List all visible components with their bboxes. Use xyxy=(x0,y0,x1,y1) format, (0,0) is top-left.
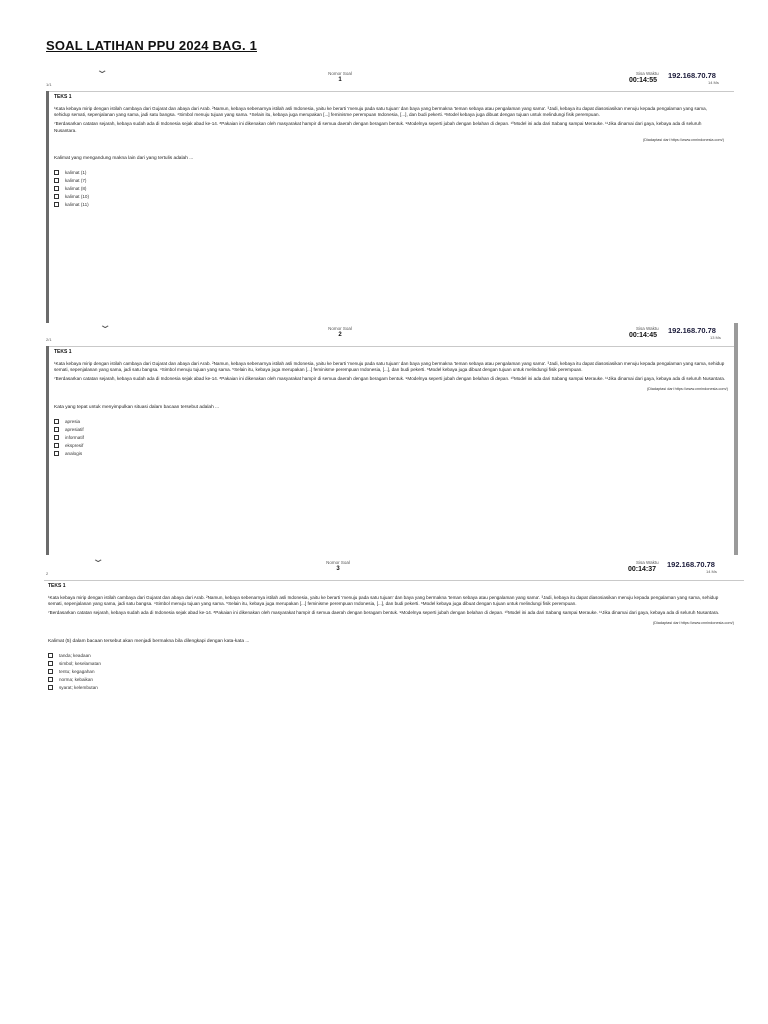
passage-paragraph-1: ¹Kata kebaya mirip dengan istilah cambaya dari Gujarat dan abaya dari Arab. ²Namun, kebaya sebenarnya istilah asli Indonesia, yaitu ke berarti 'menuju pada satu tujuan' dan baya yang bermakna 'teman sebaya atau pengalaman yang sama'. ³Jadi, kebaya itu dapat diasosiasikan menuju kepada pengalaman yang sama, sehidup semati, sepenjalanan yang sama, jadi satu bangsa. ⁴Simbol menuju tujuan yang sama. ⁵Selain itu, kebaya juga merupakan [...] feminisme perempuan Indonesia, [...], dan budi pekerti. ⁶Model kebaya juga dibuat dengan tujuan untuk melindungi fisik perempuan. xyxy=(48,595,719,607)
header-divider xyxy=(44,580,744,581)
checkbox[interactable] xyxy=(54,178,59,183)
question-number-label: Nomor Soal xyxy=(328,326,352,331)
exam-topbar xyxy=(46,323,738,345)
answer-option-label: informatif xyxy=(65,435,84,441)
checkbox[interactable] xyxy=(54,170,59,175)
checkbox[interactable] xyxy=(54,186,59,191)
checkbox[interactable] xyxy=(54,435,59,440)
checkbox[interactable] xyxy=(54,443,59,448)
checkbox[interactable] xyxy=(48,653,53,658)
question-number-label: Nomor Soal xyxy=(326,560,350,565)
page-fraction: 1/1 xyxy=(46,82,52,87)
page-title: SOAL LATIHAN PPU 2024 BAG. 1 xyxy=(46,38,257,53)
answer-option-label: tentu; kegagahan xyxy=(59,669,95,675)
answer-option[interactable] xyxy=(54,442,728,450)
answer-option[interactable] xyxy=(54,450,728,458)
answer-option-label: ekspresif xyxy=(65,443,84,449)
time-remaining-label: Sisa Waktu xyxy=(636,560,659,565)
answer-option[interactable] xyxy=(48,676,734,684)
answer-option[interactable] xyxy=(54,193,724,201)
checkbox[interactable] xyxy=(48,677,53,682)
answer-option[interactable] xyxy=(54,177,724,185)
right-edge-bar xyxy=(734,323,738,555)
passage-paragraph-2: ⁷Berdasarkan catatan sejarah, kebaya sudah ada di Indonesia sejak abad ke-14. ⁸Pakaian ini dikenakan oleh masyarakat hampir di semua daerah dengan beragam bentuk. ⁹Modelnya seperti jubah dengan belahan di depan. ¹⁰Model ini ada dari Sabang sampai Merauke. ¹¹Jika dinamai dari gaya, kebaya ada di seluruh Nusantara. xyxy=(54,376,726,382)
left-edge-bar xyxy=(46,346,49,555)
checkbox[interactable] xyxy=(54,427,59,432)
passage-source: (Diadaptasi dari https://www.cnnindonesia.com/) xyxy=(646,386,728,391)
answer-option-label: simbol; keselamatan xyxy=(59,661,101,667)
time-remaining: 00:14:45 xyxy=(629,332,658,339)
question-number-label: Nomor Soal xyxy=(328,71,352,76)
question-number: 2 xyxy=(338,332,342,338)
chevron-down-icon[interactable]: ⌄ xyxy=(91,557,105,565)
page-fraction: 2/1 xyxy=(46,337,52,342)
question-content xyxy=(48,583,734,692)
answer-option[interactable] xyxy=(54,418,728,426)
answer-option-label: norma; kebaikan xyxy=(59,677,93,683)
ip-address: 192.168.70.78 xyxy=(668,71,716,80)
passage-paragraph-2: ⁷Berdasarkan catatan sejarah, kebaya sudah ada di Indonesia sejak abad ke-14. ⁸Pakaian ini dikenakan oleh masyarakat hampir di semua daerah dengan beragam bentuk. ⁹Modelnya seperti jubah dengan belahan di depan. ¹⁰Model ini ada dari Sabang sampai Merauke. ¹¹Jika dinamai dari gaya, kebaya ada di seluruh Nusantara. xyxy=(48,610,720,616)
answer-option[interactable] xyxy=(48,652,734,660)
answer-option-label: kalimat (8) xyxy=(65,186,87,192)
exam-topbar xyxy=(46,68,734,90)
checkbox[interactable] xyxy=(54,419,59,424)
answer-option-label: kalimat (10) xyxy=(65,194,89,200)
answer-option-label: syarat; kelembutan xyxy=(59,685,98,691)
answer-option[interactable] xyxy=(48,668,734,676)
answer-option[interactable] xyxy=(54,169,724,177)
answer-option[interactable] xyxy=(54,201,724,209)
question-text: Kalimat (5) dalam bacaan tersebut akan menjadi bermakna bila dilengkapi dengan kata-kata ... xyxy=(48,638,250,644)
passage-paragraph-2: ⁷Berdasarkan catatan sejarah, kebaya sudah ada di Indonesia sejak abad ke-14. ⁸Pakaian ini dikenakan oleh masyarakat hampir di semua daerah dengan beragam bentuk. ⁹Modelnya seperti jubah dengan belahan di depan. ¹⁰Model ini ada dari Sabang sampai Merauke. ¹¹Jika dinamai dari gaya, kebaya ada di seluruh Nusantara. xyxy=(54,121,702,133)
answer-option-label: apresia xyxy=(65,419,81,425)
question-number: 3 xyxy=(336,566,340,572)
screenshot-1 xyxy=(46,68,734,323)
time-remaining-label: Sisa Waktu xyxy=(636,326,659,331)
answer-option-label: kalimat (7) xyxy=(65,178,87,184)
question-text: Kata yang tepat untuk menyimpulkan situasi dalam bacaan tersebut adalah ... xyxy=(54,404,220,410)
checkbox[interactable] xyxy=(48,661,53,666)
passage-title: TEKS 1 xyxy=(54,94,72,100)
checkbox[interactable] xyxy=(54,194,59,199)
answer-option[interactable] xyxy=(48,660,734,668)
screenshot-2 xyxy=(46,323,738,555)
passage-title: TEKS 1 xyxy=(54,349,72,355)
question-number: 1 xyxy=(338,77,342,83)
header-divider xyxy=(46,91,734,92)
answer-option-label: apresiatif xyxy=(65,427,84,433)
passage-source: (Diadaptasi dari https://www.cnnindonesia.com/) xyxy=(652,620,734,625)
answer-option-label: kalimat (11) xyxy=(65,202,89,208)
passage-title: TEKS 1 xyxy=(48,583,66,589)
passage-paragraph-1: ¹Kata kebaya mirip dengan istilah cambaya dari Gujarat dan abaya dari Arab. ²Namun, kebaya sebenarnya istilah asli Indonesia, yaitu ke berarti 'menuju pada satu tujuan' dan baya yang bermakna 'teman sebaya atau pengalaman yang sama'. ³Jadi, kebaya itu dapat diasosiasikan menuju kepada pengalaman yang sama, sehidup semati, sepenjalanan yang sama, jadi satu bangsa. ⁴Simbol menuju tujuan yang sama. ⁵Selain itu, kebaya juga merupakan [...] feminisme perempuan Indonesia, [...], dan budi pekerti. ⁶Model kebaya juga dibuat dengan tujuan untuk melindungi fisik perempuan. xyxy=(54,361,725,373)
left-edge-bar xyxy=(46,91,49,323)
answer-option[interactable] xyxy=(54,434,728,442)
answer-option-label: kalimat (1) xyxy=(65,170,87,176)
checkbox[interactable] xyxy=(54,202,59,207)
question-content xyxy=(54,349,728,458)
screenshot-3 xyxy=(44,557,744,897)
header-divider xyxy=(46,346,738,347)
ip-address: 192.168.70.78 xyxy=(668,326,716,335)
answer-option[interactable] xyxy=(48,684,734,692)
passage-source: (Diadaptasi dari https://www.cnnindonesia.com/) xyxy=(642,137,724,142)
question-content xyxy=(54,94,724,209)
checkbox[interactable] xyxy=(48,685,53,690)
question-text: Kalimat yang mengandung makna lain dari yang tertulis adalah ... xyxy=(54,155,194,161)
exam-topbar xyxy=(44,557,744,579)
time-remaining: 00:14:55 xyxy=(629,77,658,84)
latency-indicator: 14 Ms xyxy=(706,569,717,574)
answer-option-label: analogis xyxy=(65,451,83,457)
chevron-down-icon[interactable]: ⌄ xyxy=(98,323,112,331)
answer-option-label: tanda; keadaan xyxy=(59,653,91,659)
latency-indicator: 14 Ms xyxy=(708,80,719,85)
passage-paragraph-1: ¹Kata kebaya mirip dengan istilah cambaya dari Gujarat dan abaya dari Arab. ²Namun, kebaya sebenarnya istilah asli Indonesia, yaitu ke berarti 'menuju pada satu tujuan' dan baya yang bermakna 'teman sebaya atau pengalaman yang sama'. ³Jadi, kebaya itu dapat diasosiasikan menuju kepada pengalaman yang sama, sehidup semati, sepenjalanan yang sama, jadi satu bangsa. ⁴Simbol menuju tujuan yang sama. ⁵Selain itu, kebaya juga merupakan [...] feminisme perempuan Indonesia, [...], dan budi pekerti. ⁶Model kebaya juga dibuat dengan tujuan untuk melindungi fisik perempuan. xyxy=(54,106,707,118)
time-remaining: 00:14:37 xyxy=(628,566,657,573)
page-fraction: 2 xyxy=(46,571,49,576)
ip-address: 192.168.70.78 xyxy=(667,560,715,569)
chevron-down-icon[interactable]: ⌄ xyxy=(95,68,109,76)
answer-option[interactable] xyxy=(54,185,724,193)
latency-indicator: 13 Ms xyxy=(710,335,721,340)
checkbox[interactable] xyxy=(48,669,53,674)
time-remaining-label: Sisa Waktu xyxy=(636,71,659,76)
checkbox[interactable] xyxy=(54,451,59,456)
answer-option[interactable] xyxy=(54,426,728,434)
